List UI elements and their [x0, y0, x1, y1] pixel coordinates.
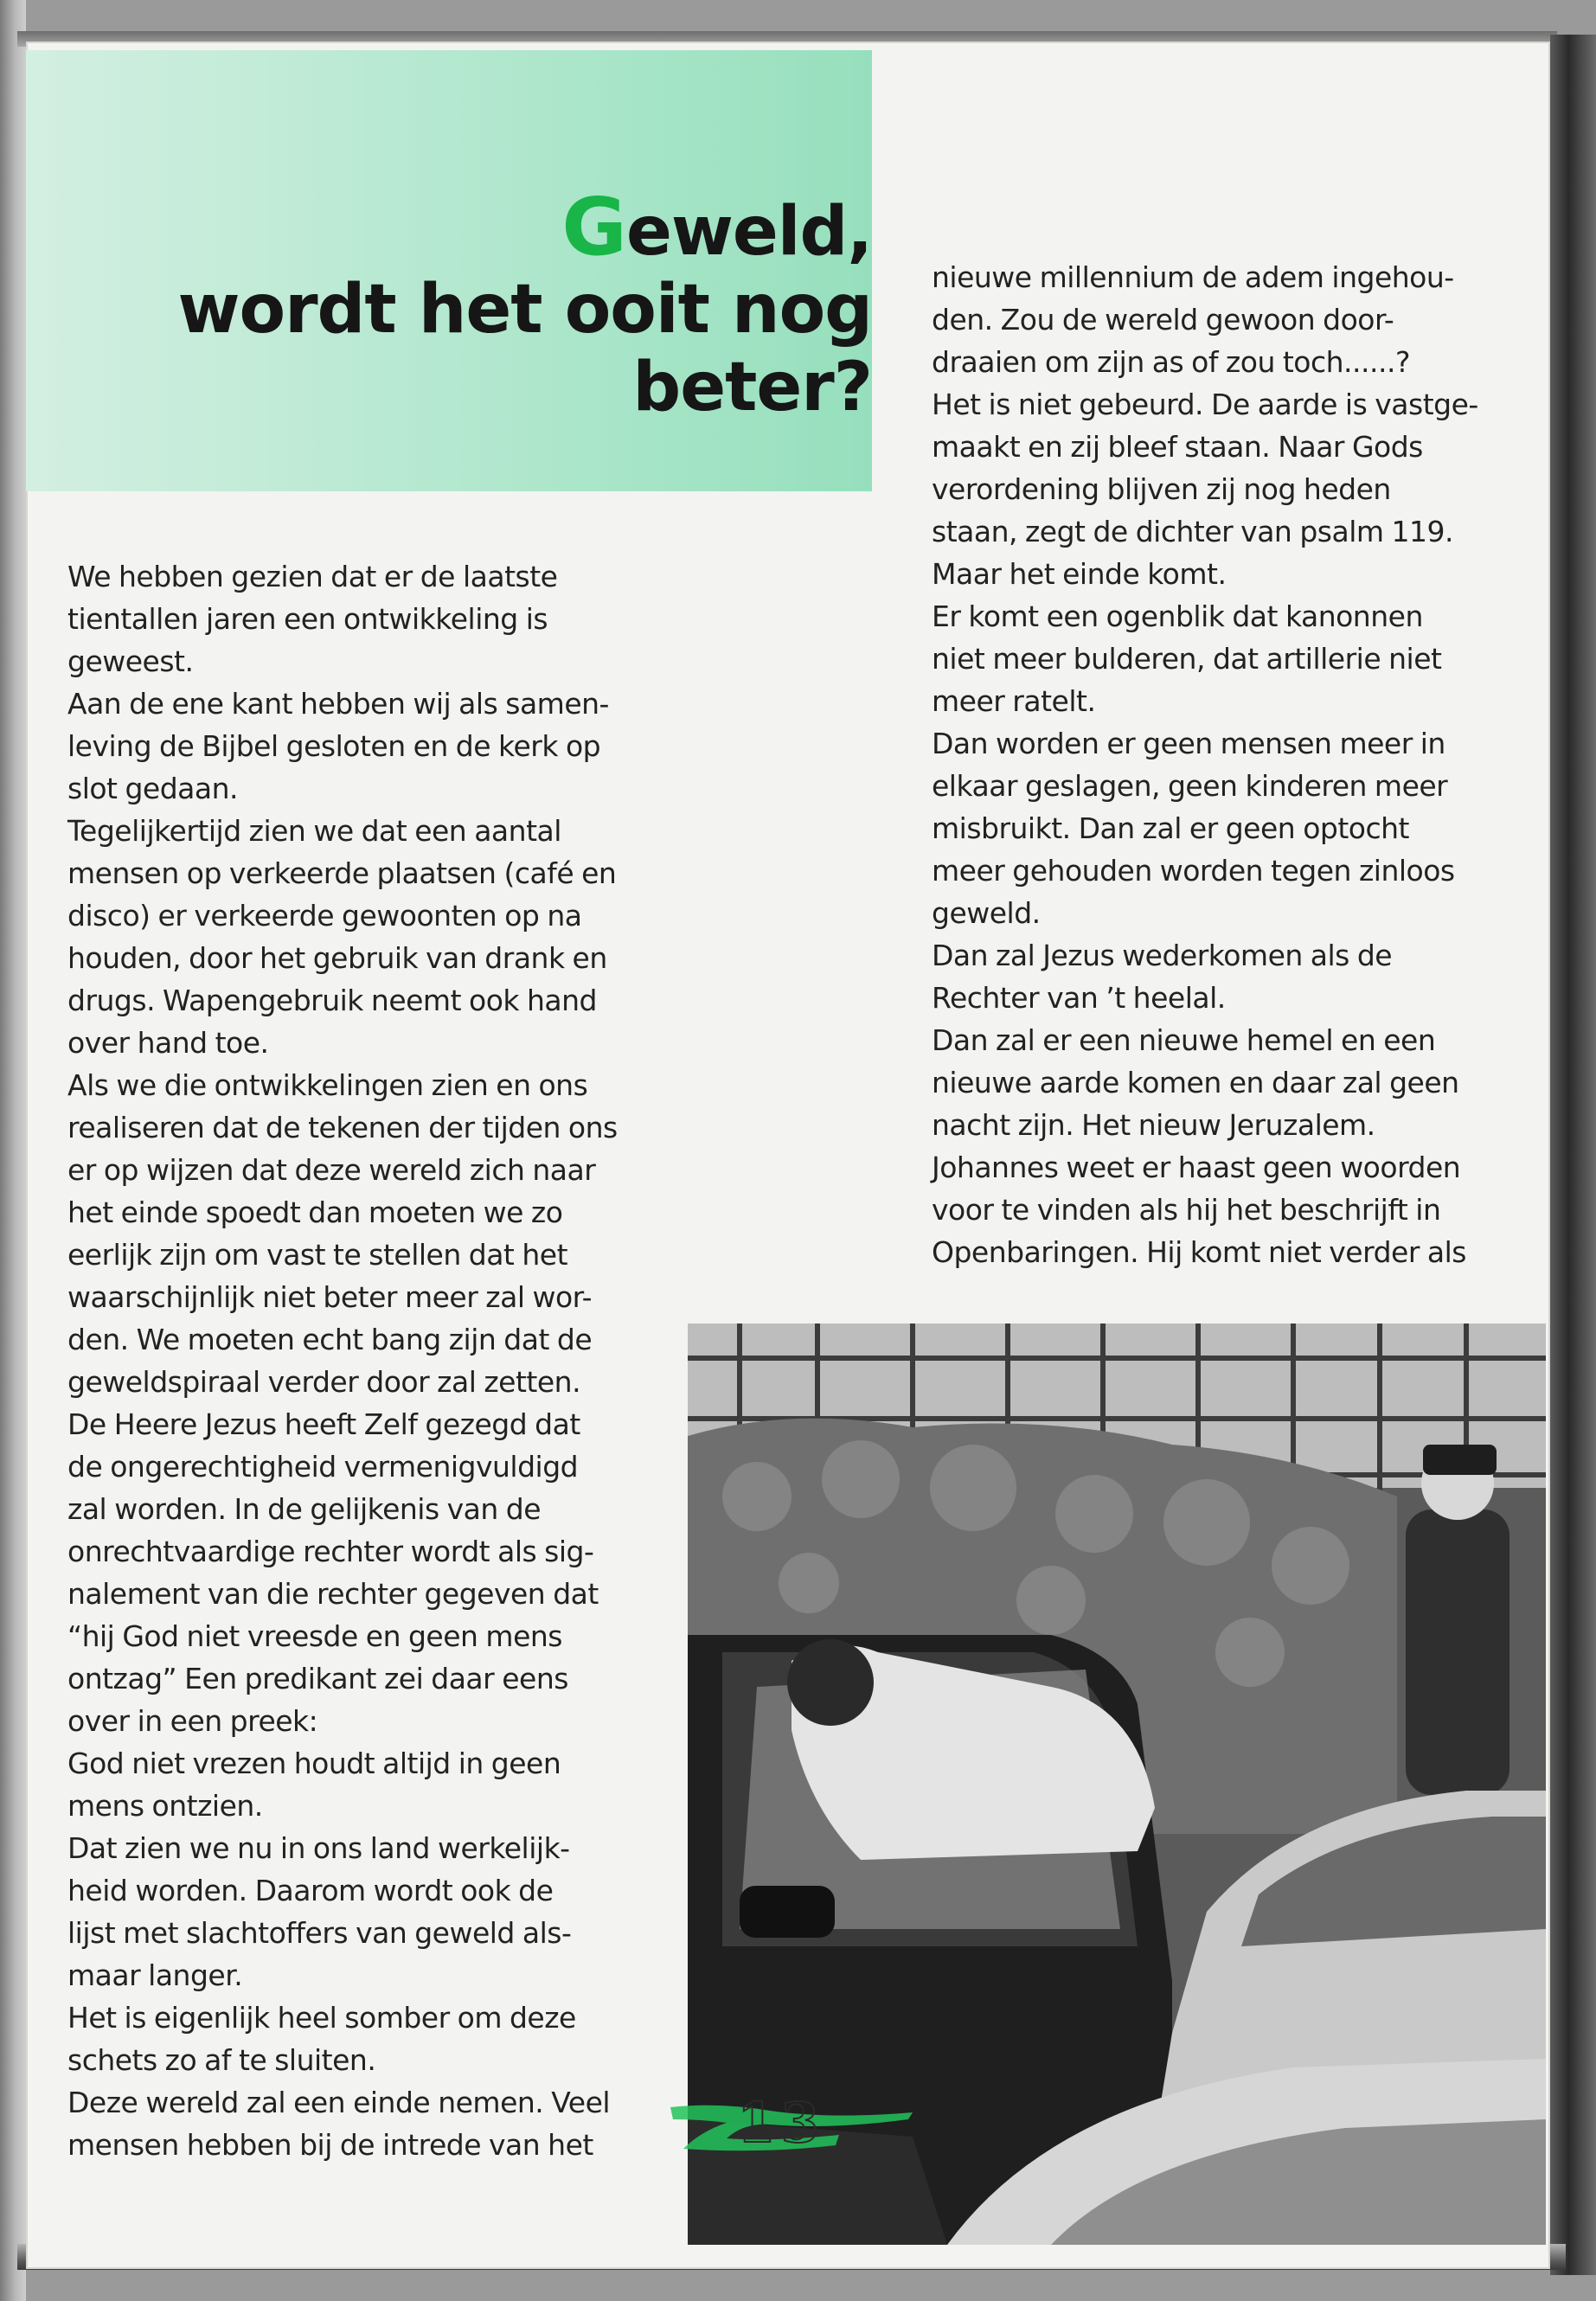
text-line: mensen op verkeerde plaatsen (café en [67, 856, 617, 890]
left-text-column [67, 555, 664, 2166]
text-line: mens ontzien. [67, 1789, 263, 1823]
text-line: lijst met slachtoffers van geweld als- [67, 1916, 572, 1950]
text-line: Dan zal Jezus wederkomen als de [932, 939, 1393, 972]
text-line: ontzag” Een predikant zei daar eens [67, 1662, 568, 1695]
text-line: Er komt een ogenblik dat kanonnen [932, 599, 1423, 633]
text-line: houden, door het gebruik van drank en [67, 941, 607, 975]
text-line: over hand toe. [67, 1026, 269, 1060]
text-line: Dat zien we nu in ons land werkelijk- [67, 1831, 570, 1865]
text-line: maakt en zij bleef staan. Naar Gods [932, 430, 1423, 464]
right-text-column [932, 256, 1537, 1273]
text-line: disco) er verkeerde gewoonten op na [67, 899, 582, 933]
text-line: geweest. [67, 644, 194, 678]
text-line: niet meer bulderen, dat artillerie niet [932, 642, 1442, 676]
page-number [666, 2092, 926, 2161]
text-line: elkaar geslagen, geen kinderen meer [932, 769, 1448, 803]
text-line: het einde spoedt dan moeten we zo [67, 1195, 563, 1229]
text-line: waarschijnlijk niet beter meer zal wor- [67, 1280, 593, 1314]
title-panel [26, 50, 872, 491]
article-title [93, 181, 872, 426]
text-line: maar langer. [67, 1958, 243, 1992]
text-line: Dan worden er geen mensen meer in [932, 727, 1445, 760]
text-line: mensen hebben bij de intrede van het [67, 2128, 593, 2162]
text-line: verordening blijven zij nog heden [932, 472, 1391, 506]
title-line-1: eweld, [625, 193, 872, 271]
text-line: geweldspiraal verder door zal zetten. [67, 1365, 581, 1399]
text-line: Het is niet gebeurd. De aarde is vastge- [932, 388, 1478, 421]
text-line: Tegelijkertijd zien we dat een aantal [67, 814, 561, 848]
page-number-text: 13 [737, 2091, 825, 2156]
title-line-3: beter? [632, 349, 872, 426]
text-line: geweld. [932, 896, 1041, 930]
text-line: God niet vrezen houdt altijd in geen [67, 1747, 561, 1780]
text-line: over in een preek: [67, 1704, 318, 1738]
text-line: “hij God niet vreesde en geen mens [67, 1619, 562, 1653]
text-line: er op wijzen dat deze wereld zich naar [67, 1153, 596, 1187]
text-line: voor te vinden als hij het beschrijft in [932, 1193, 1441, 1227]
text-line: nalement van die rechter gegeven dat [67, 1577, 599, 1611]
text-line: Openbaringen. Hij komt niet verder als [932, 1235, 1466, 1269]
text-line: Dan zal er een nieuwe hemel en een [932, 1023, 1436, 1057]
text-line: nacht zijn. Het nieuw Jeruzalem. [932, 1108, 1375, 1142]
text-line: misbruikt. Dan zal er geen optocht [932, 811, 1409, 845]
text-line: slot gedaan. [67, 772, 239, 805]
binding-edge [0, 0, 26, 2301]
title-initial: G [561, 181, 626, 273]
text-line: We hebben gezien dat er de laatste [67, 560, 558, 593]
text-line: realiseren dat de tekenen der tijden ons [67, 1111, 618, 1144]
title-line-2: wordt het ooit nog [177, 271, 872, 349]
text-line: Maar het einde komt. [932, 557, 1227, 591]
text-line: tientallen jaren een ontwikkeling is [67, 602, 548, 636]
text-line: Rechter van ’t heelal. [932, 981, 1226, 1015]
text-line: nieuwe aarde komen en daar zal geen [932, 1066, 1459, 1099]
text-line: den. Zou de wereld gewoon door- [932, 303, 1394, 336]
text-line: draaien om zijn as of zou toch......? [932, 345, 1410, 379]
text-line: schets zo af te sluiten. [67, 2043, 376, 2077]
text-line: zal worden. In de gelijkenis van de [67, 1492, 542, 1526]
text-line: Johannes weet er haast geen woorden [932, 1150, 1461, 1184]
text-line: den. We moeten echt bang zijn dat de [67, 1323, 593, 1356]
text-line: Als we die ontwikkelingen zien en ons [67, 1068, 588, 1102]
text-line: leving de Bijbel gesloten en de kerk op [67, 729, 601, 763]
text-line: meer ratelt. [932, 684, 1096, 718]
text-line: staan, zegt de dichter van psalm 119. [932, 515, 1453, 548]
text-line: eerlijk zijn om vast te stellen dat het [67, 1238, 568, 1272]
text-line: heid worden. Daarom wordt ook de [67, 1874, 554, 1907]
text-line: onrechtvaardige rechter wordt als sig- [67, 1535, 594, 1568]
text-line: meer gehouden worden tegen zinloos [932, 854, 1455, 888]
text-line: Aan de ene kant hebben wij als samen- [67, 687, 609, 721]
text-line: De Heere Jezus heeft Zelf gezegd dat [67, 1407, 580, 1441]
text-line: de ongerechtigheid vermenigvuldigd [67, 1450, 579, 1484]
text-line: drugs. Wapengebruik neemt ook hand [67, 984, 597, 1017]
text-line: Deze wereld zal een einde nemen. Veel [67, 2086, 611, 2119]
text-line: nieuwe millennium de adem ingehou- [932, 260, 1454, 294]
page-right-edge [1550, 35, 1596, 2275]
text-line: Het is eigenlijk heel somber om deze [67, 2001, 576, 2035]
